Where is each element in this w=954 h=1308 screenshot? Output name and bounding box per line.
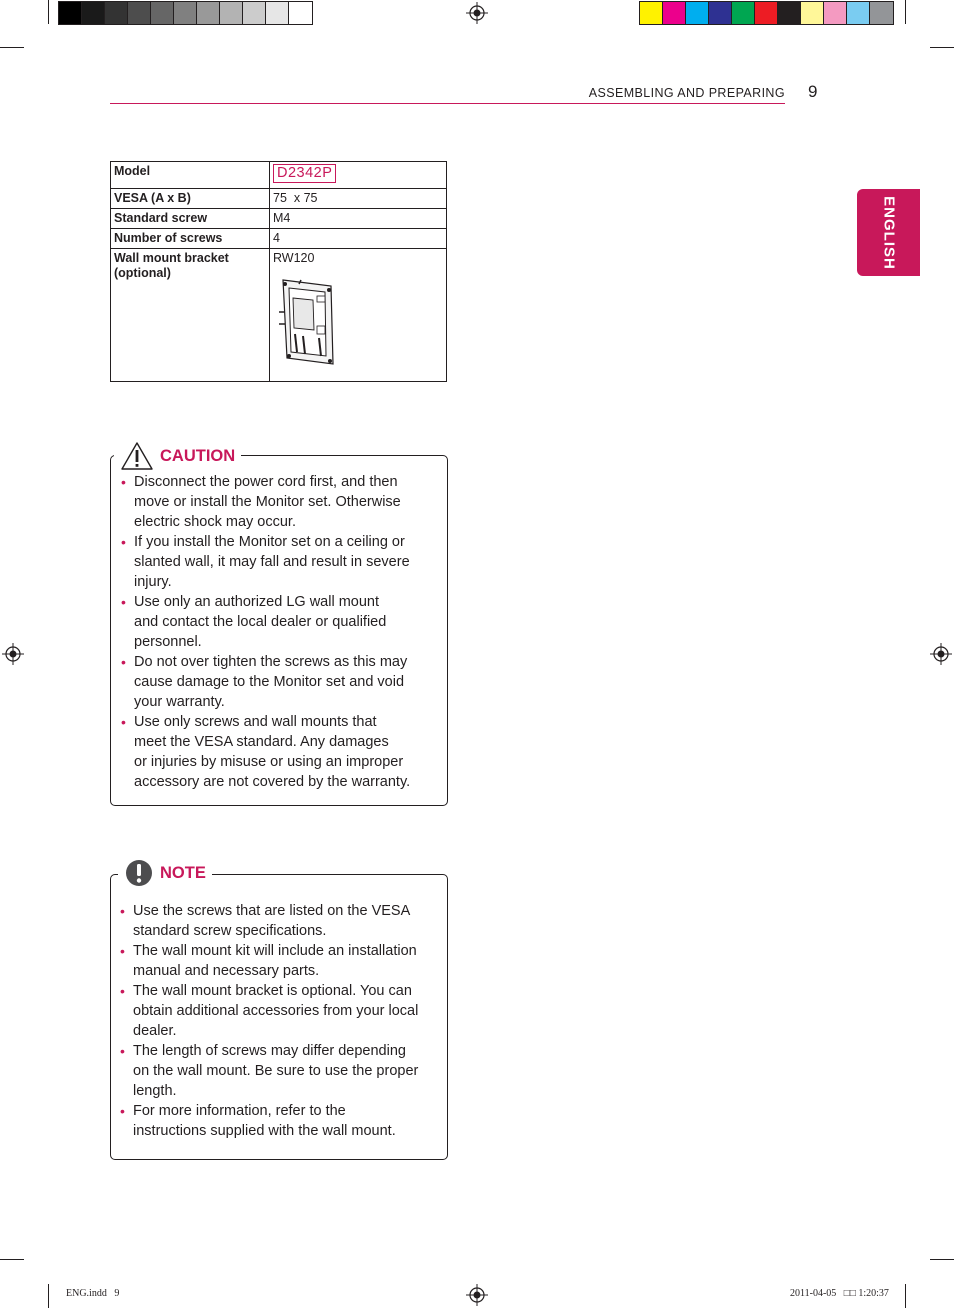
color-swatch [289, 2, 312, 24]
crop-mark [930, 47, 954, 48]
color-swatch [663, 2, 686, 24]
list-item-line: accessory are not covered by the warranty. [134, 774, 411, 790]
registration-mark-icon [466, 2, 488, 24]
list-item-line: injury. [134, 574, 172, 590]
language-tab[interactable] [857, 189, 920, 276]
spec-table [110, 161, 447, 382]
list-item-line: on the wall mount. Be sure to use the proper [133, 1063, 419, 1079]
bullet-icon: • [120, 1103, 125, 1119]
list-item-line: or injuries by misuse or using an improper [134, 754, 404, 770]
table-row [111, 249, 447, 382]
list-item-line: The length of screws may differ depending [133, 1043, 406, 1059]
list-item-line: meet the VESA standard. Any damages [134, 734, 389, 750]
crop-mark [905, 1284, 906, 1308]
bullet-icon: • [121, 714, 126, 730]
spec-value [270, 249, 447, 382]
model-name: D2342P [273, 164, 336, 183]
color-swatch [243, 2, 266, 24]
caution-title: CAUTION [160, 446, 236, 465]
color-swatch [870, 2, 893, 24]
note-title: NOTE [160, 863, 206, 882]
gray-color-bar [58, 1, 313, 25]
list-item-line: The wall mount kit will include an installation [133, 943, 417, 959]
color-swatch [59, 2, 82, 24]
bullet-icon: • [121, 654, 126, 670]
color-swatch [709, 2, 732, 24]
registration-mark-icon [930, 643, 952, 665]
list-item-line: your warranty. [134, 694, 225, 710]
color-swatch [755, 2, 778, 24]
list-item [120, 901, 442, 941]
spec-label: VESA (A x B) [111, 189, 270, 209]
list-item-line: The wall mount bracket is optional. You can [133, 983, 412, 999]
spec-value [270, 162, 447, 189]
cmyk-color-bar [639, 1, 894, 25]
color-swatch [220, 2, 243, 24]
list-item-line: Disconnect the power cord first, and then [134, 474, 398, 490]
registration-mark-icon [466, 1284, 488, 1306]
note-list [120, 901, 442, 1141]
bullet-icon: • [121, 474, 126, 490]
list-item-line: cause damage to the Monitor set and void [134, 674, 405, 690]
color-swatch [266, 2, 289, 24]
language-tab-label: ENGLISH [880, 195, 897, 270]
color-swatch [640, 2, 663, 24]
list-item-line: length. [133, 1083, 177, 1099]
color-swatch [732, 2, 755, 24]
list-item-line: Use only screws and wall mounts that [134, 714, 377, 730]
list-item-line: instructions supplied with the wall mount. [133, 1123, 396, 1139]
bullet-icon: • [120, 943, 125, 959]
bullet-icon: • [121, 534, 126, 550]
spec-label: Standard screw [111, 209, 270, 229]
list-item-line: standard screw specifications. [133, 923, 327, 939]
table-row [111, 162, 447, 189]
list-item-line: Use the screws that are listed on the VESA [133, 903, 411, 919]
footer-file-name: ENG.indd 9 [66, 1288, 120, 1299]
crop-mark [0, 47, 24, 48]
page-number: 9 [808, 82, 818, 101]
crop-mark [905, 0, 906, 24]
color-swatch [847, 2, 870, 24]
spec-value: 4 [270, 229, 447, 249]
list-item [121, 592, 441, 652]
section-title: ASSEMBLING AND PREPARING [588, 86, 785, 100]
color-swatch [105, 2, 128, 24]
list-item-line: dealer. [133, 1023, 177, 1039]
caution-header [114, 441, 241, 471]
list-item-line: slanted wall, it may fall and result in severe [134, 554, 410, 570]
warning-triangle-icon [120, 441, 154, 471]
spec-value: 75 x 75 [270, 189, 447, 209]
table-row [111, 189, 447, 209]
color-swatch [151, 2, 174, 24]
registration-mark-icon [2, 643, 24, 665]
spec-label: Model [111, 162, 270, 189]
list-item-line: obtain additional accessories from your local [133, 1003, 419, 1019]
list-item [120, 1041, 442, 1101]
list-item-line: personnel. [134, 634, 202, 650]
footer-timestamp: 2011-04-05 □□ 1:20:37 [790, 1288, 889, 1299]
bullet-icon: • [120, 1043, 125, 1059]
list-item [120, 1101, 442, 1141]
list-item-line: If you install the Monitor set on a ceiling or [134, 534, 405, 550]
list-item [121, 532, 441, 592]
color-swatch [778, 2, 801, 24]
list-item-line: electric shock may occur. [134, 514, 296, 530]
list-item [120, 941, 442, 981]
list-item-line: For more information, refer to the [133, 1103, 346, 1119]
spec-label: Number of screws [111, 229, 270, 249]
crop-mark [0, 1259, 24, 1260]
note-header [118, 858, 212, 888]
list-item-line: Do not over tighten the screws as this may [134, 654, 408, 670]
wall-mount-bracket-image [273, 272, 343, 372]
list-item [120, 981, 442, 1041]
color-swatch [686, 2, 709, 24]
exclamation-circle-icon [124, 858, 154, 888]
color-swatch [128, 2, 151, 24]
bracket-model: RW120 [273, 251, 315, 265]
list-item [121, 472, 441, 532]
list-item-line: Use only an authorized LG wall mount [134, 594, 380, 610]
crop-mark [48, 1284, 49, 1308]
spec-label: Wall mount bracket (optional) [111, 249, 270, 382]
table-row [111, 209, 447, 229]
header-divider [110, 103, 785, 104]
bullet-icon: • [120, 903, 125, 919]
color-swatch [824, 2, 847, 24]
list-item [121, 652, 441, 712]
bullet-icon: • [121, 594, 126, 610]
crop-mark [48, 0, 49, 24]
table-row [111, 229, 447, 249]
list-item [121, 712, 441, 792]
color-swatch [82, 2, 105, 24]
spec-value: M4 [270, 209, 447, 229]
list-item-line: move or install the Monitor set. Otherwise [134, 494, 401, 510]
caution-list [121, 472, 441, 792]
crop-mark [930, 1259, 954, 1260]
color-swatch [801, 2, 824, 24]
color-swatch [174, 2, 197, 24]
color-swatch [197, 2, 220, 24]
list-item-line: and contact the local dealer or qualified [134, 614, 387, 630]
bullet-icon: • [120, 983, 125, 999]
list-item-line: manual and necessary parts. [133, 963, 320, 979]
